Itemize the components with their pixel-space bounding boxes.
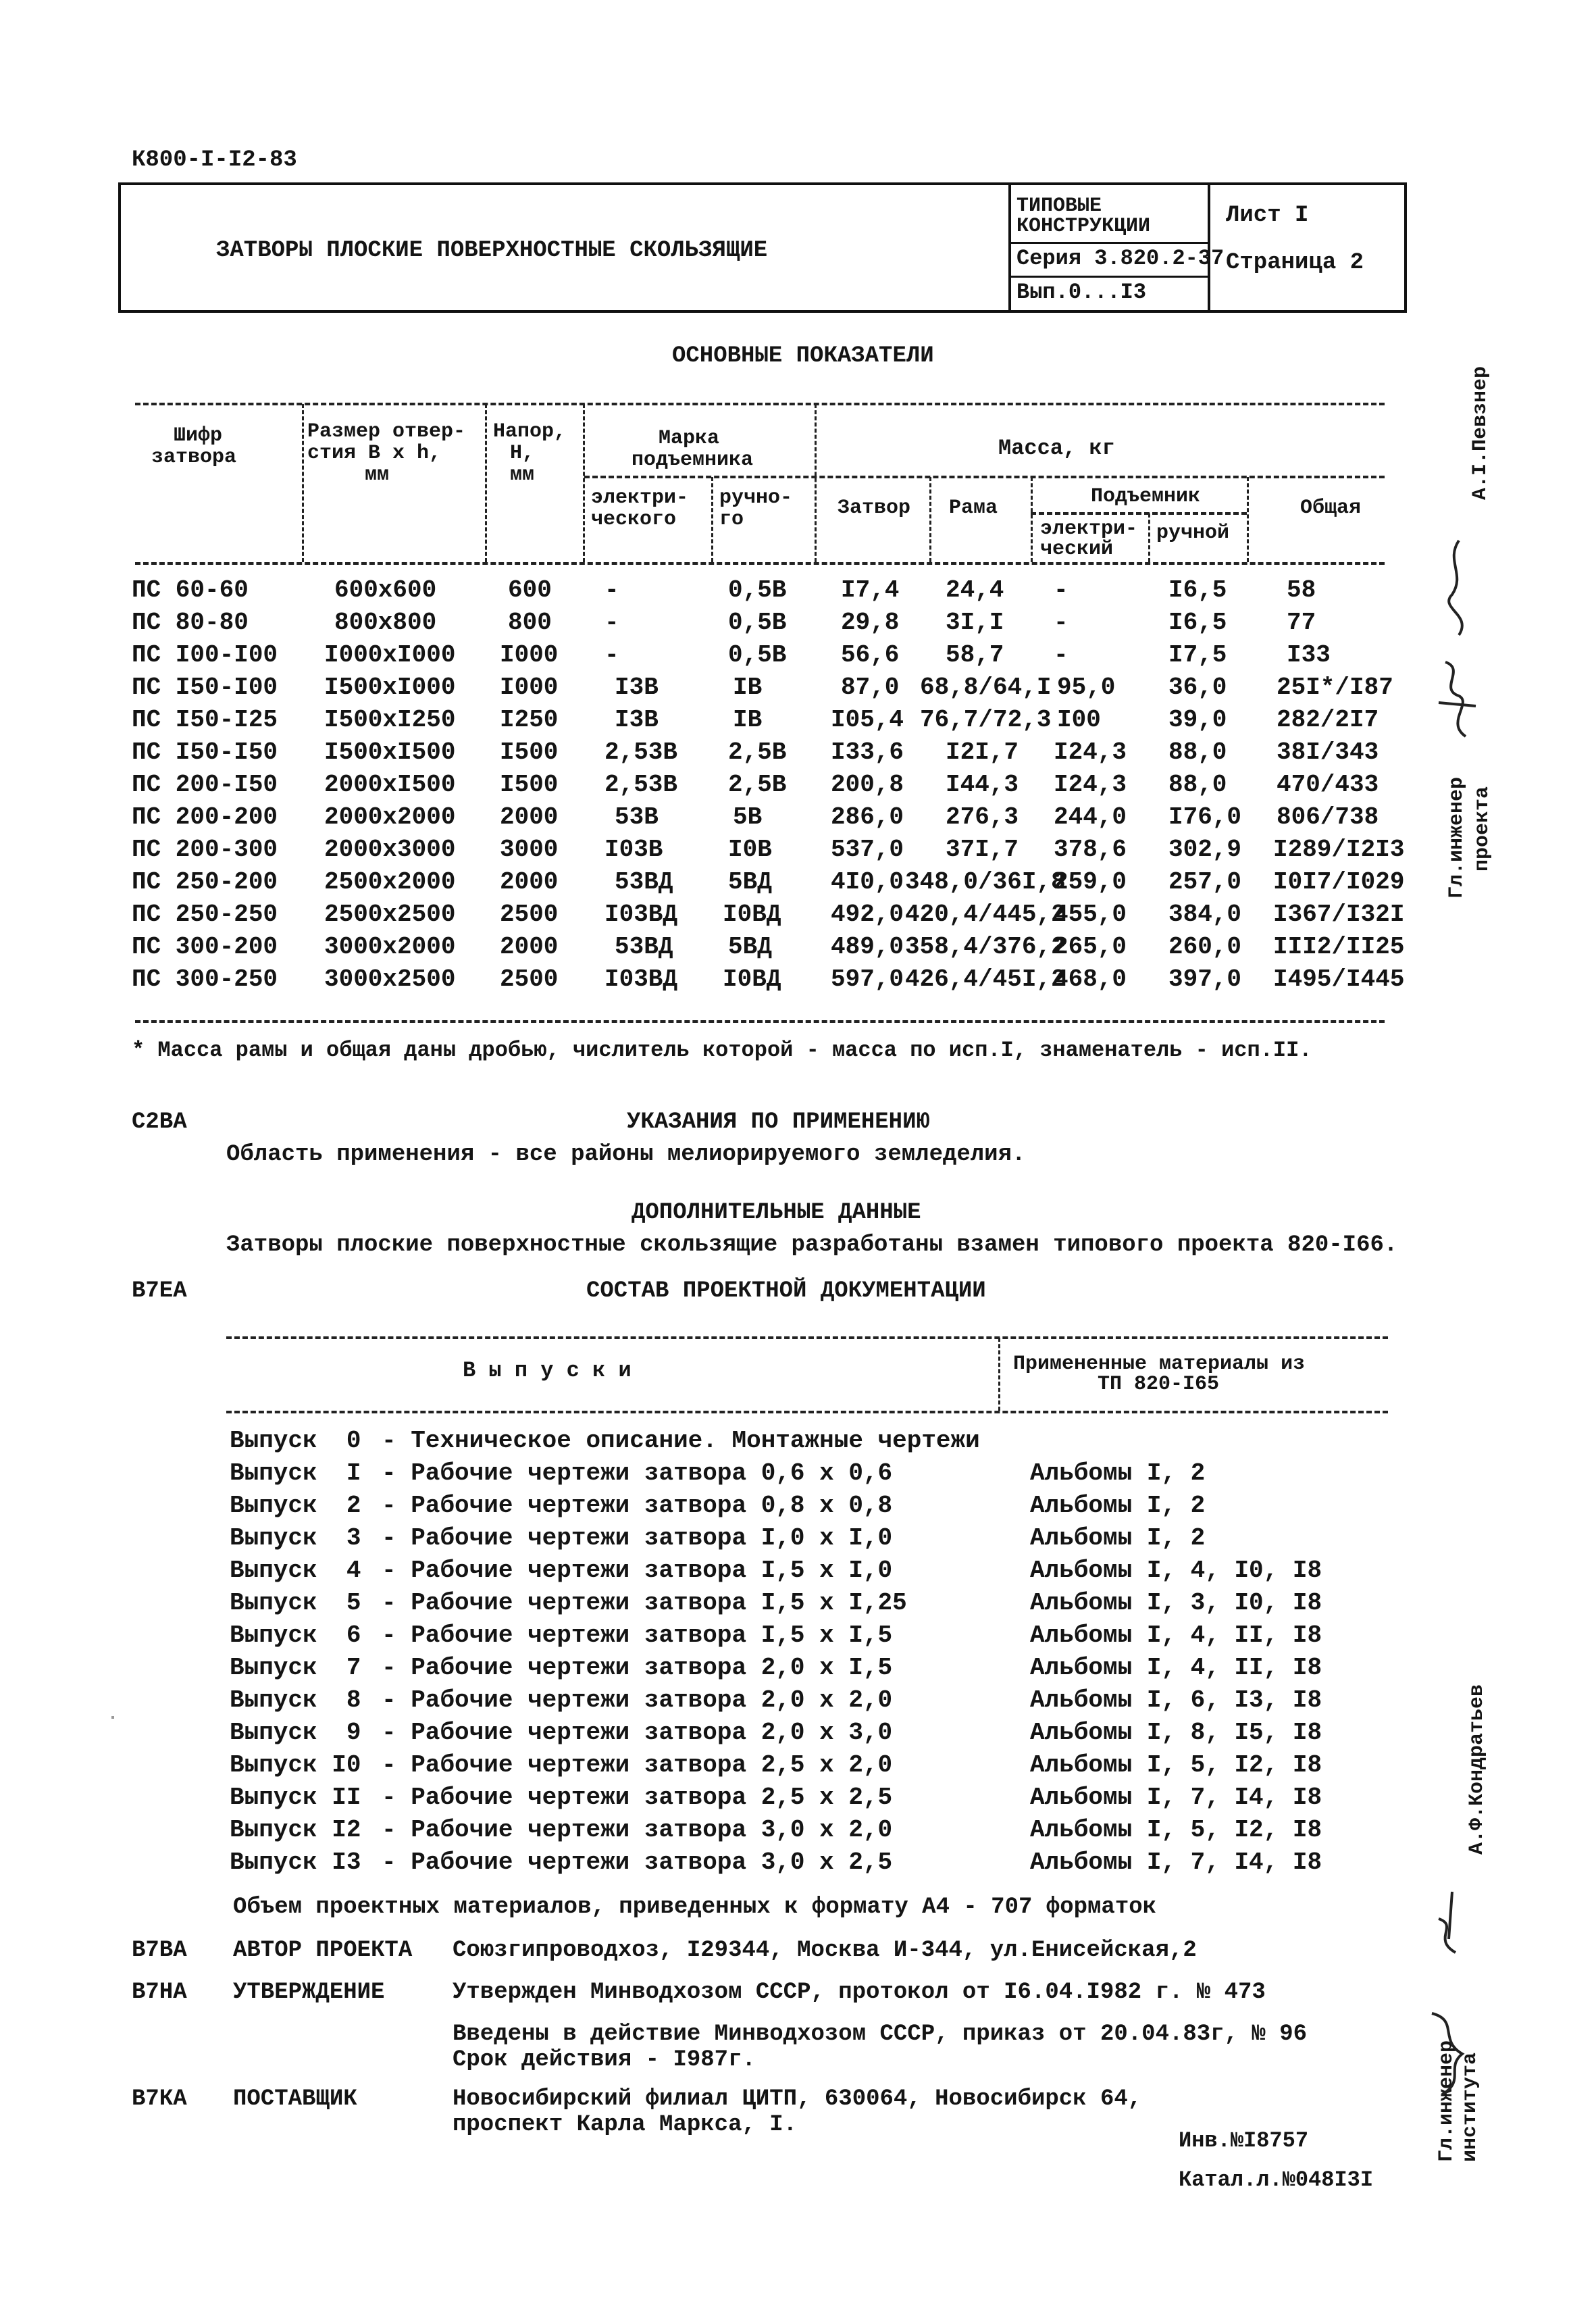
cell-gate: 492,0: [831, 901, 904, 928]
cell-head: 2500: [500, 965, 559, 993]
issue-label: Выпуск 3: [230, 1524, 361, 1552]
cell-manual: I0В: [728, 836, 772, 863]
cell-size: 800х800: [334, 609, 437, 636]
cell-head: 2500: [500, 901, 559, 928]
cell-electric: I3В: [615, 706, 659, 734]
header-code-1: Шифр: [174, 424, 223, 447]
cell-total: 470/433: [1277, 771, 1379, 799]
cell-total: I289/I2I3: [1273, 836, 1405, 863]
cell-gate: 87,0: [841, 674, 900, 701]
cell-frame: I44,3: [946, 771, 1019, 799]
table-row: [0, 706, 1596, 738]
table-row: [0, 965, 1596, 998]
header-head-2: Н,: [510, 442, 535, 465]
cell-electric: 2,53В: [604, 771, 678, 799]
supplier-text-2: проспект Карла Маркса, I.: [453, 2112, 798, 2138]
issue-materials: Альбомы I, 2: [1030, 1492, 1206, 1519]
cell-electric: -: [604, 609, 619, 636]
cell-hoist-manual: I7,5: [1168, 641, 1227, 669]
cell-gate: I33,6: [831, 738, 904, 766]
column-divider: [485, 404, 487, 562]
supplier-text-1: Новосибирский филиал ЦИТП, 630064, Новосибирск 64,: [453, 2086, 1142, 2112]
table-rule: [1031, 512, 1247, 515]
table-footnote: * Масса рамы и общая даны дробью, числитель которой - масса по исп.I, знаменатель - исп.II.: [132, 1038, 1312, 1063]
institute-engineer-subtitle: института: [1459, 2052, 1482, 2162]
list-item: [0, 1459, 1596, 1490]
cell-frame: 76,7/72,3: [920, 706, 1052, 734]
list-item: [0, 1492, 1596, 1523]
issue-label: Выпуск 9: [230, 1719, 361, 1746]
list-item: [0, 1427, 1596, 1458]
list-item: [0, 1524, 1596, 1555]
cell-electric: 2,53В: [604, 738, 678, 766]
application-text: Область применения - все районы мелиорируемого земледелия.: [226, 1142, 1026, 1167]
list-item: [0, 1557, 1596, 1588]
cell-hoist-manual: I6,5: [1168, 609, 1227, 636]
issue-label: Выпуск I2: [230, 1816, 361, 1844]
column-divider: [929, 477, 931, 562]
cell-code: ПС I50-I00: [132, 674, 278, 701]
supplier-code: В7КА: [132, 2086, 187, 2112]
table-row: [0, 576, 1596, 609]
table-row: [0, 901, 1596, 933]
cell-hoist-electric: 468,0: [1054, 965, 1127, 993]
cell-hoist-manual: 302,9: [1168, 836, 1242, 863]
issue-label: Выпуск I0: [230, 1751, 361, 1779]
table-rule: [584, 476, 1385, 478]
cell-gate: 4I0,0: [831, 868, 904, 896]
cell-code: ПС 200-I50: [132, 771, 278, 799]
cell-frame: 348,0/36I,8: [905, 868, 1066, 896]
cell-total: I495/I445: [1273, 965, 1405, 993]
cell-total: I367/I32I: [1273, 901, 1405, 928]
header-total: Общая: [1300, 497, 1362, 520]
cell-hoist-electric: 378,6: [1054, 836, 1127, 863]
chief-engineer-title: Гл.инженер: [1445, 776, 1468, 899]
cell-size: 2500х2500: [324, 901, 456, 928]
column-divider: [1031, 477, 1033, 562]
cell-frame: 24,4: [946, 576, 1004, 604]
column-divider: [1247, 477, 1249, 562]
issue-description: - Рабочие чертежи затвора I,5 х I,0: [382, 1557, 893, 1584]
cell-hoist-electric: -: [1054, 609, 1069, 636]
issue-description: - Рабочие чертежи затвора 3,0 х 2,5: [382, 1848, 893, 1876]
cell-hoist-electric: -: [1054, 576, 1069, 604]
cell-gate: 537,0: [831, 836, 904, 863]
cell-frame: 58,7: [946, 641, 1004, 669]
header-hoist-manual: ручной: [1156, 522, 1230, 545]
header-size-3: мм: [365, 463, 390, 486]
page-number: Страница 2: [1226, 250, 1364, 276]
issue-label: Выпуск 4: [230, 1557, 361, 1584]
cell-total: III2/II25: [1273, 933, 1405, 961]
cell-code: ПС I00-I00: [132, 641, 278, 669]
cell-manual: 0,5В: [728, 576, 787, 604]
cell-hoist-manual: 36,0: [1168, 674, 1227, 701]
cell-head: 3000: [500, 836, 559, 863]
cell-total: I0I7/I029: [1273, 868, 1405, 896]
issue-label: Выпуск 7: [230, 1654, 361, 1682]
column-divider: [1148, 513, 1150, 562]
issue-label: Выпуск I: [230, 1459, 361, 1487]
issue-description: - Рабочие чертежи затвора 0,8 х 0,8: [382, 1492, 893, 1519]
cell-hoist-manual: 88,0: [1168, 738, 1227, 766]
list-item: [0, 1784, 1596, 1815]
author-text: Союзгипроводхоз, I29344, Москва И-344, ул.Енисейская,2: [453, 1938, 1197, 1963]
cell-gate: 286,0: [831, 803, 904, 831]
issue-materials: Альбомы I, 5, I2, I8: [1030, 1751, 1322, 1779]
cell-total: 58: [1287, 576, 1316, 604]
cell-head: 2000: [500, 868, 559, 896]
issue-materials: Альбомы I, 4, II, I8: [1030, 1654, 1322, 1682]
issue-range: Вып.0...I3: [1016, 280, 1147, 305]
issue-description: - Рабочие чертежи затвора I,0 х I,0: [382, 1524, 893, 1552]
cell-frame: I2I,7: [946, 738, 1019, 766]
list-item: [0, 1621, 1596, 1653]
main-heading: ОСНОВНЫЕ ПОКАЗАТЕЛИ: [672, 343, 934, 369]
cell-hoist-electric: -: [1054, 641, 1069, 669]
cell-hoist-electric: I00: [1057, 706, 1101, 734]
cell-electric: I03В: [604, 836, 663, 863]
header-manual-2: го: [719, 508, 744, 531]
cell-frame: 276,3: [946, 803, 1019, 831]
issue-materials: Альбомы I, 6, I3, I8: [1030, 1686, 1322, 1714]
cell-electric: I03ВД: [604, 901, 678, 928]
cell-gate: 489,0: [831, 933, 904, 961]
issue-description: - Рабочие чертежи затвора 2,5 х 2,5: [382, 1784, 893, 1811]
issue-label: Выпуск I3: [230, 1848, 361, 1876]
cell-code: ПС 80-80: [132, 609, 249, 636]
issue-description: - Рабочие чертежи затвора 2,5 х 2,0: [382, 1751, 893, 1779]
cell-manual: 5В: [733, 803, 763, 831]
cell-code: ПС 60-60: [132, 576, 249, 604]
cell-hoist-manual: 384,0: [1168, 901, 1242, 928]
cell-hoist-manual: I6,5: [1168, 576, 1227, 604]
cell-gate: 200,8: [831, 771, 904, 799]
cell-code: ПС 250-250: [132, 901, 278, 928]
cell-hoist-electric: I24,3: [1054, 771, 1127, 799]
issues-column-header: В ы п у с к и: [463, 1358, 632, 1383]
title-block-divider: [1008, 182, 1011, 310]
cell-total: I33: [1287, 641, 1331, 669]
issue-label: Выпуск 5: [230, 1589, 361, 1617]
header-size-2: стия В х h,: [307, 442, 442, 465]
cell-manual: 2,5В: [728, 738, 787, 766]
table-row: [0, 868, 1596, 901]
cell-hoist-electric: I24,3: [1054, 738, 1127, 766]
header-head-3: мм: [510, 463, 535, 486]
table-rule: [135, 1020, 1385, 1023]
cell-size: 2000хI500: [324, 771, 456, 799]
cell-hoist-electric: 95,0: [1057, 674, 1116, 701]
list-item: [0, 1654, 1596, 1685]
composition-code: В7ЕА: [132, 1278, 187, 1304]
extra-text: Затворы плоские поверхностные скользящие разработаны взамен типового проекта 820-I66.: [226, 1232, 1398, 1258]
header-frame: Рама: [949, 497, 998, 520]
header-gate: Затвор: [838, 497, 911, 520]
materials-column-header-1: Примененные материалы из: [1013, 1353, 1306, 1376]
issue-label: Выпуск 6: [230, 1621, 361, 1649]
table-rule: [226, 1336, 1388, 1339]
list-item: [0, 1751, 1596, 1782]
cell-electric: -: [604, 576, 619, 604]
issue-description: - Рабочие чертежи затвора 0,6 х 0,6: [382, 1459, 893, 1487]
cell-head: I250: [500, 706, 559, 734]
supplier-label: ПОСТАВЩИК: [233, 2086, 357, 2112]
cell-frame: 37I,7: [946, 836, 1019, 863]
author-code: В7ВА: [132, 1938, 187, 1963]
cell-electric: 53ВД: [615, 933, 673, 961]
issue-description: - Техническое описание. Монтажные чертежи: [382, 1427, 980, 1455]
cell-total: 282/2I7: [1277, 706, 1379, 734]
institute-engineer-name: А.Ф.Кондратьев: [1466, 1684, 1489, 1855]
header-hoist-mark-2: подъемника: [632, 449, 754, 472]
issue-materials: Альбомы I, 2: [1030, 1524, 1206, 1552]
issue-description: - Рабочие чертежи затвора I,5 х I,25: [382, 1589, 907, 1617]
cell-frame: 68,8/64,I: [920, 674, 1052, 701]
cell-manual: I0ВД: [723, 965, 781, 993]
cell-manual: IВ: [733, 706, 763, 734]
extra-heading: ДОПОЛНИТЕЛЬНЫЕ ДАННЫЕ: [632, 1200, 921, 1226]
issue-materials: Альбомы I, 7, I4, I8: [1030, 1784, 1322, 1811]
cell-size: 2000х3000: [324, 836, 456, 863]
document-title: ЗАТВОРЫ ПЛОСКИЕ ПОВЕРХНОСТНЫЕ СКОЛЬЗЯЩИЕ: [216, 238, 768, 263]
chief-engineer-subtitle: проекта: [1471, 786, 1494, 872]
cell-code: ПС I50-I25: [132, 706, 278, 734]
header-code-2: затвора: [151, 446, 237, 469]
cell-electric: I3В: [615, 674, 659, 701]
issue-description: - Рабочие чертежи затвора 2,0 х I,5: [382, 1654, 893, 1682]
cell-code: ПС 300-200: [132, 933, 278, 961]
column-divider: [302, 404, 304, 562]
issue-materials: Альбомы I, 8, I5, I8: [1030, 1719, 1322, 1746]
issue-label: Выпуск 8: [230, 1686, 361, 1714]
cell-frame: 426,4/45I,2: [905, 965, 1066, 993]
cell-head: I500: [500, 738, 559, 766]
category-line-1: ТИПОВЫЕ: [1016, 195, 1102, 218]
cell-electric: I03ВД: [604, 965, 678, 993]
column-divider: [815, 404, 817, 562]
document-code: К800-I-I2-83: [132, 147, 297, 173]
cell-head: 2000: [500, 933, 559, 961]
issue-description: - Рабочие чертежи затвора 2,0 х 2,0: [382, 1686, 893, 1714]
cell-manual: IВ: [733, 674, 763, 701]
table-row: [0, 609, 1596, 641]
header-hoist-electric-1: электри-: [1040, 518, 1138, 540]
title-block-divider: [1011, 276, 1208, 278]
cell-size: 2500х2000: [324, 868, 456, 896]
cell-manual: 0,5В: [728, 641, 787, 669]
cell-frame: 420,4/445,2: [905, 901, 1066, 928]
volume-note: Объем проектных материалов, приведенных к формату А4 - 707 форматок: [233, 1894, 1157, 1920]
cell-manual: 5ВД: [728, 868, 772, 896]
issue-label: Выпуск II: [230, 1784, 361, 1811]
cell-hoist-manual: 88,0: [1168, 771, 1227, 799]
cell-size: 600х600: [334, 576, 437, 604]
issue-materials: Альбомы I, 5, I2, I8: [1030, 1816, 1322, 1844]
cell-electric: -: [604, 641, 619, 669]
composition-heading: СОСТАВ ПРОЕКТНОЙ ДОКУМЕНТАЦИИ: [586, 1278, 986, 1304]
cell-hoist-electric: 455,0: [1054, 901, 1127, 928]
table-row: [0, 836, 1596, 868]
author-label: АВТОР ПРОЕКТА: [233, 1938, 413, 1963]
approval-text-2: Введены в действие Минводхозом СССР, приказ от 20.04.83г, № 96: [453, 2021, 1308, 2047]
cell-code: ПС I50-I50: [132, 738, 278, 766]
header-mass: Масса, кг: [998, 436, 1115, 461]
header-hoist: Подъемник: [1091, 485, 1201, 508]
column-divider: [583, 404, 585, 562]
catalog-sheet: Катал.л.№048I3I: [1179, 2167, 1374, 2192]
issue-materials: Альбомы I, 4, II, I8: [1030, 1621, 1322, 1649]
cell-frame: 358,4/376,2: [905, 933, 1066, 961]
approval-code: В7НА: [132, 1980, 187, 2005]
cell-code: ПС 300-250: [132, 965, 278, 993]
list-item: [0, 1816, 1596, 1847]
chief-engineer-name: А.I.Певзнер: [1469, 366, 1492, 500]
cell-gate: 56,6: [841, 641, 900, 669]
issue-description: - Рабочие чертежи затвора 2,0 х 3,0: [382, 1719, 893, 1746]
cell-size: 3000х2500: [324, 965, 456, 993]
cell-frame: 3I,I: [946, 609, 1004, 636]
list-item: [0, 1719, 1596, 1750]
cell-manual: I0ВД: [723, 901, 781, 928]
cell-hoist-electric: 244,0: [1054, 803, 1127, 831]
cell-electric: 53ВД: [615, 868, 673, 896]
cell-head: 600: [508, 576, 552, 604]
header-electric-2: ческого: [591, 508, 677, 531]
issue-label: Выпуск 0: [230, 1427, 361, 1455]
signature-mark-icon: [1412, 1878, 1486, 2108]
cell-hoist-manual: I76,0: [1168, 803, 1242, 831]
issue-materials: Альбомы I, 3, I0, I8: [1030, 1589, 1322, 1617]
cell-size: 2000х2000: [324, 803, 456, 831]
cell-code: ПС 250-200: [132, 868, 278, 896]
table-row: [0, 933, 1596, 965]
cell-size: I500хI000: [324, 674, 456, 701]
cell-size: I500хI500: [324, 738, 456, 766]
cell-manual: 0,5В: [728, 609, 787, 636]
cell-total: 25I*/I87: [1277, 674, 1393, 701]
table-rule: [226, 1411, 1388, 1413]
cell-total: 38I/343: [1277, 738, 1379, 766]
application-code: С2ВА: [132, 1109, 187, 1135]
table-row: [0, 674, 1596, 706]
cell-gate: I05,4: [831, 706, 904, 734]
approval-text-1: Утвержден Минводхозом СССР, протокол от I6.04.I982 г. № 473: [453, 1980, 1266, 2005]
cell-head: 2000: [500, 803, 559, 831]
list-item: [0, 1589, 1596, 1620]
inventory-number: Инв.№I8757: [1179, 2128, 1309, 2153]
table-row: [0, 738, 1596, 771]
table-rule: [135, 403, 1385, 405]
column-divider: [998, 1338, 1000, 1411]
table-rule: [135, 562, 1385, 565]
cell-hoist-manual: 397,0: [1168, 965, 1242, 993]
cell-head: I500: [500, 771, 559, 799]
header-manual-1: ручно-: [719, 486, 793, 509]
cell-hoist-electric: 265,0: [1054, 933, 1127, 961]
title-block-divider: [1011, 242, 1208, 244]
approval-text-3: Срок действия - I987г.: [453, 2047, 756, 2073]
issue-materials: Альбомы I, 7, I4, I8: [1030, 1848, 1322, 1876]
table-row: [0, 641, 1596, 674]
cell-gate: 29,8: [841, 609, 900, 636]
cell-hoist-manual: 39,0: [1168, 706, 1227, 734]
cell-total: 806/738: [1277, 803, 1379, 831]
cell-total: 77: [1287, 609, 1316, 636]
cell-head: 800: [508, 609, 552, 636]
institute-engineer-title: Гл.инженер: [1435, 2040, 1458, 2162]
application-heading: УКАЗАНИЯ ПО ПРИМЕНЕНИЮ: [627, 1109, 930, 1135]
header-hoist-mark-1: Марка: [659, 427, 720, 450]
cell-head: I000: [500, 674, 559, 701]
cell-manual: 5ВД: [728, 933, 772, 961]
signature-mark-icon: [1418, 534, 1486, 757]
cell-hoist-manual: 257,0: [1168, 868, 1242, 896]
series-number: Серия 3.820.2-37: [1016, 246, 1225, 271]
cell-code: ПС 200-200: [132, 803, 278, 831]
cell-code: ПС 200-300: [132, 836, 278, 863]
scan-speck: [111, 1716, 114, 1719]
table-row: [0, 771, 1596, 803]
header-electric-1: электри-: [591, 486, 689, 509]
column-divider: [711, 477, 713, 562]
cell-gate: I7,4: [841, 576, 900, 604]
issue-description: - Рабочие чертежи затвора I,5 х I,5: [382, 1621, 893, 1649]
cell-hoist-electric: 259,0: [1054, 868, 1127, 896]
cell-size: I500хI250: [324, 706, 456, 734]
cell-electric: 53В: [615, 803, 659, 831]
issue-description: - Рабочие чертежи затвора 3,0 х 2,0: [382, 1816, 893, 1844]
approval-label: УТВЕРЖДЕНИЕ: [233, 1980, 385, 2005]
cell-manual: 2,5В: [728, 771, 787, 799]
issue-label: Выпуск 2: [230, 1492, 361, 1519]
header-head-1: Напор,: [493, 420, 567, 443]
cell-head: I000: [500, 641, 559, 669]
cell-size: 3000х2000: [324, 933, 456, 961]
list-item: [0, 1848, 1596, 1880]
materials-column-header-2: ТП 820-I65: [1098, 1373, 1220, 1396]
header-size-1: Размер отвер-: [307, 420, 466, 443]
sheet-number: Лист I: [1226, 203, 1309, 228]
cell-size: I000хI000: [324, 641, 456, 669]
cell-gate: 597,0: [831, 965, 904, 993]
category-line-2: КОНСТРУКЦИИ: [1016, 215, 1151, 238]
cell-hoist-manual: 260,0: [1168, 933, 1242, 961]
issue-materials: Альбомы I, 4, I0, I8: [1030, 1557, 1322, 1584]
header-hoist-electric-2: ческий: [1040, 538, 1114, 561]
list-item: [0, 1686, 1596, 1717]
table-row: [0, 803, 1596, 836]
issue-materials: Альбомы I, 2: [1030, 1459, 1206, 1487]
